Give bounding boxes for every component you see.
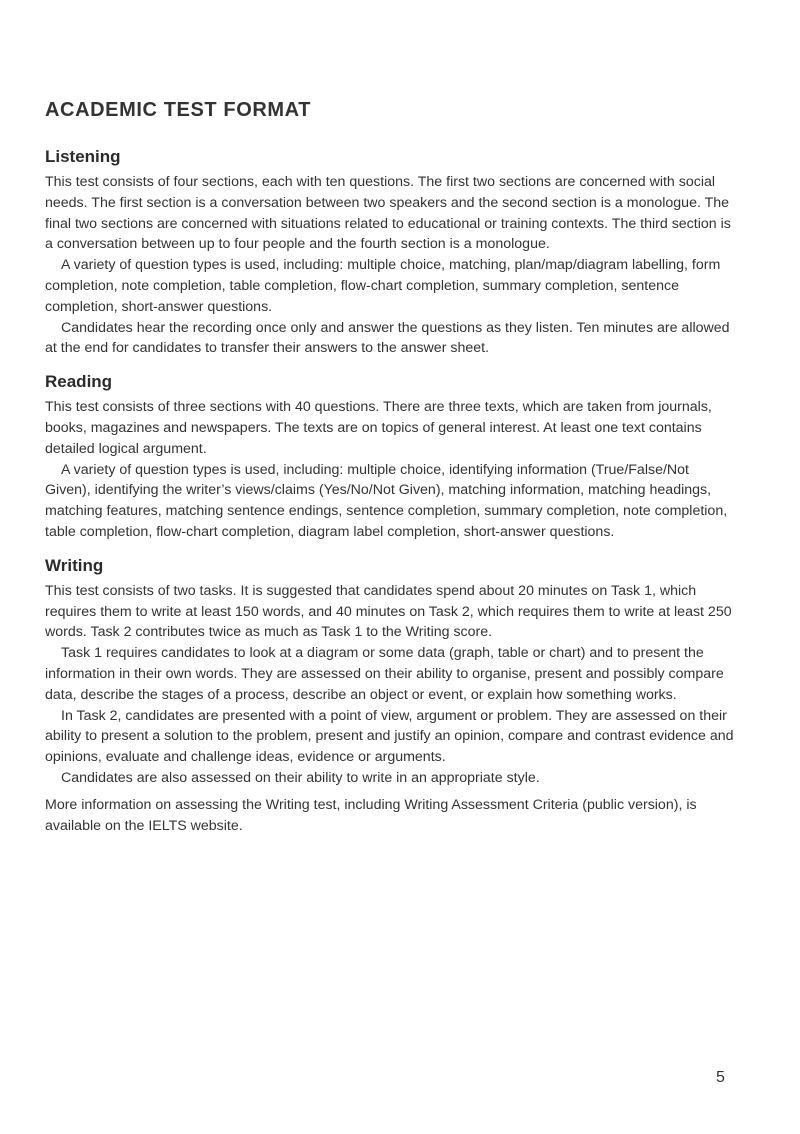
writing-more-info-note: More information on assessing the Writing test, including Writing Assessment Criteria (public version), is available on the IELTS website.: [45, 796, 697, 834]
listening-paragraph-3: Candidates hear the recording once only and answer the questions as they listen. Ten minutes are allowed at the end for candidates to transfer their answers to the answer sheet.: [45, 319, 730, 357]
section-heading-listening: Listening: [45, 147, 121, 166]
section-reading: [45, 371, 735, 543]
section-heading-reading: Reading: [45, 372, 113, 392]
page-title: ACADEMIC TEST FORMAT: [45, 99, 312, 121]
page-number: 5: [716, 1069, 725, 1086]
section-listening: [45, 146, 735, 359]
writing-paragraph-1: This test consists of two tasks. It is suggested that candidates spend about 20 minutes on Task 1, which requires them to write at least 150 words, and 40 minutes on Task 2, which requires them to write at least 250 words. Task 2 contributes twice as much as Task 1 to the Writing score.: [45, 582, 732, 641]
section-writing: [45, 555, 735, 837]
section-heading-writing: Writing: [45, 555, 104, 575]
reading-paragraph-1: This test consists of three sections with 40 questions. There are three texts, which are taken from journals, books, magazines and newspapers. The texts are on topics of general interest. At least one text contains detailed logical argument.: [45, 399, 712, 457]
writing-paragraph-4: Candidates are also assessed on their ability to write in an appropriate style.: [61, 769, 540, 786]
writing-paragraph-2: Task 1 requires candidates to look at a diagram or some data (graph, table or chart) and to present the information in their own words. They are assessed on their ability to organise, present and possibly compare data, describe the stages of a process, describe an object or event, or explain how something works.: [45, 645, 724, 703]
document-page: [45, 98, 735, 848]
listening-paragraph-1: This test consists of four sections, each with ten questions. The first two sections are concerned with social needs. The first section is a conversation between two speakers and the second section is a monologue. The final two sections are concerned with situations related to educational or training contexts. The third section is a conversation between up to four people and the fourth section is a monologue.: [45, 174, 731, 253]
writing-paragraph-3: In Task 2, candidates are presented with a point of view, argument or problem. They are assessed on their ability to present a solution to the problem, present and justify an opinion, compare and contrast evidence and opinions, evaluate and challenge ideas, evidence or arguments.: [45, 707, 734, 766]
reading-paragraph-2: A variety of question types is used, including: multiple choice, identifying information (True/False/Not Given), identifying the writer’s views/claims (Yes/No/Not Given), matching information, matching headings, matching features, matching sentence endings, sentence completion, summary completion, note completion, table completion, flow-chart completion, diagram label completion, short-answer questions.: [45, 461, 728, 540]
listening-paragraph-2: A variety of question types is used, including: multiple choice, matching, plan/map/diagram labelling, form completion, note completion, table completion, flow-chart completion, summary completion, sentence completion, short-answer questions.: [45, 257, 721, 315]
